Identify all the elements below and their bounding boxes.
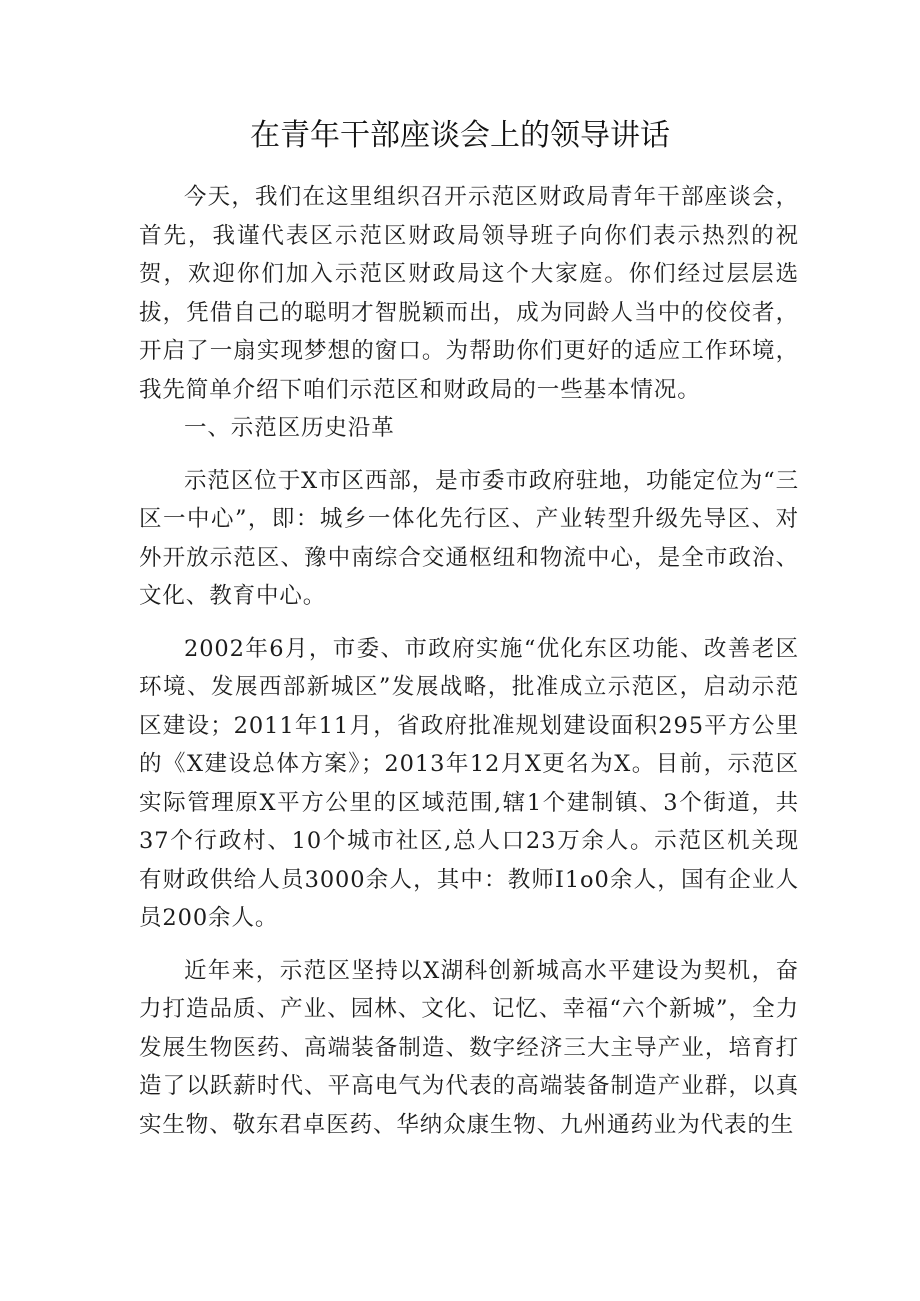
paragraph-history: 2002年6月，市委、市政府实施“优化东区功能、改善老区环境、发展西部新城区”发展战略，批准成立示范区，启动示范区建设；2011年11月，省政府批准规划建设面积295平方公里的《X建设总体方案》；2013年12月X更名为X。目前，示范区实际管理原X平方公里的区域范围,辖1个建制镇、3个街道，共37个行政村、10个城市社区,总人口23万余人。示范区机关现有财政供给人员3000余人，其中：教师I1o0余人，国有企业人员200余人。 [139,635,799,931]
paragraph-intro: 今天，我们在这里组织召开示范区财政局青年干部座谈会，首先，我谨代表区示范区财政局领导班子向你们表示热烈的祝贺，欢迎你们加入示范区财政局这个大家庭。你们经过层层选拔，凭借自己的聪明才智脱颖而出，成为同龄人当中的佼佼者，开启了一扇实现梦想的窗口。为帮助你们更好的适应工作环境，我先简单介绍下咱们示范区和财政局的一些基本情况。 [139,184,799,403]
document-title: 在青年干部座谈会上的领导讲话 [250,118,670,153]
paragraph-development: 近年来，示范区坚持以X湖科创新城高水平建设为契机，奋力打造品质、产业、园林、文化、记忆、幸福“六个新城”，全力发展生物医药、高端装备制造、数字经济三大主导产业，培育打造了以跃薪时代、平高电气为代表的高端装备制造产业群，以真实生物、敬东君卓医药、华纳众康生物、九州通药业为代表的生 [139,957,799,1138]
paragraph-location: 示范区位于X市区西部，是市委市政府驻地，功能定位为“三区一中心”，即：城乡一体化先行区、产业转型升级先导区、对外开放示范区、豫中南综合交通枢纽和物流中心，是全市政治、文化、教育中心。 [139,467,799,609]
document-body [139,178,799,1144]
section-heading-history: 一、示范区历史沿革 [184,415,395,441]
